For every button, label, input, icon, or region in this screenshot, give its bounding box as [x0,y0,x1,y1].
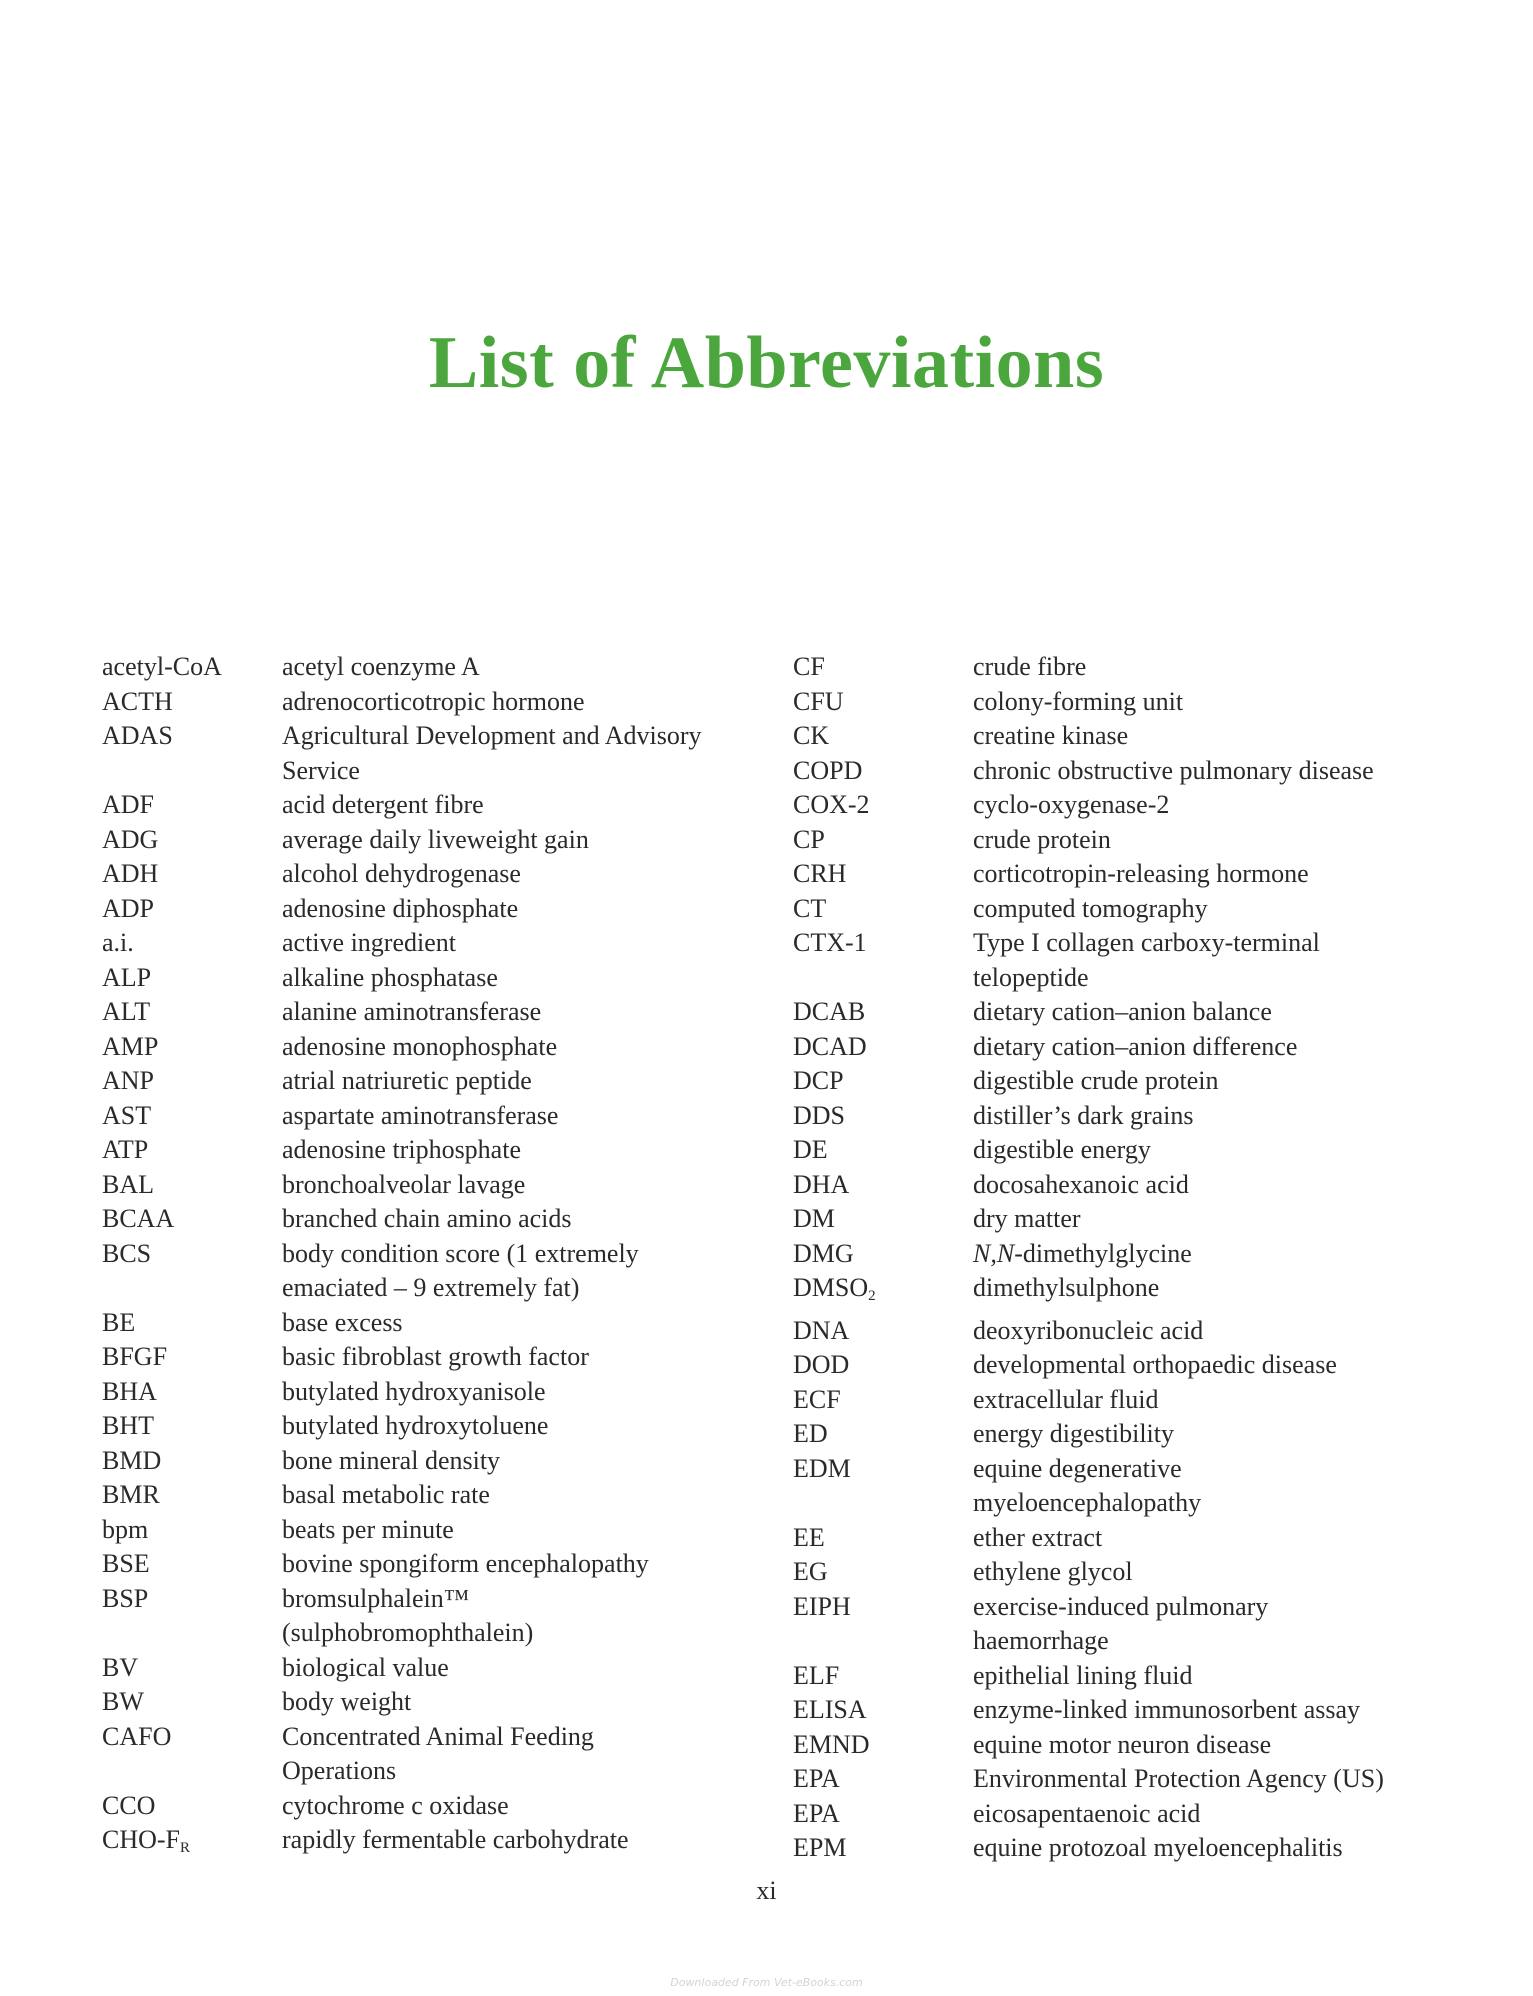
abbreviation-term: ALT [102,997,151,1026]
abbreviation-definition: deoxyribonucleic acid [973,1315,1204,1345]
abbreviation-definition: butylated hydroxytoluene [282,1411,549,1440]
abbreviation-entry [102,961,742,996]
abbreviation-definition: extracellular fluid [973,1384,1159,1414]
abbreviation-term: ANP [102,1066,155,1095]
abbreviation-entry [793,1555,1433,1590]
abbreviation-entry [102,1789,742,1824]
abbreviation-term: DCAD [793,1031,867,1061]
abbreviation-term: BCAA [102,1204,175,1233]
abbreviation-entry [793,1762,1433,1797]
abbreviation-definition: alcohol dehydrogenase [282,859,521,888]
abbreviation-entry [793,1383,1433,1418]
abbreviation-definition: basal metabolic rate [282,1480,490,1509]
abbreviation-definition: exercise-induced pulmonary haemorrhage [973,1591,1269,1655]
abbreviation-term: DCAB [793,997,866,1026]
abbreviation-entry [102,1651,742,1686]
abbreviation-definition: bovine spongiform encephalopathy [282,1549,649,1578]
abbreviation-definition: developmental orthopaedic disease [973,1350,1337,1379]
abbreviation-term: ACTH [102,686,173,716]
abbreviation-term: AST [102,1100,152,1130]
abbreviation-entry [793,823,1433,858]
abbreviation-term: BFGF [102,1342,168,1371]
abbreviation-definition: bone mineral density [282,1445,501,1475]
abbreviation-entry [102,1168,742,1203]
abbreviation-term: EDM [793,1453,851,1483]
abbreviation-entry [102,1237,742,1306]
abbreviation-term: CF [793,652,825,681]
abbreviation-definition: ether extract [973,1522,1103,1552]
abbreviation-entry [793,1417,1433,1452]
abbreviation-entry [793,1693,1433,1728]
abbreviation-entry [102,1513,742,1548]
abbreviation-definition: equine degenerative myeloencephalopathy [973,1453,1202,1517]
abbreviation-entry [102,1547,742,1582]
abbreviation-term: EPM [793,1833,847,1862]
abbreviation-definition: digestible crude protein [973,1066,1219,1095]
abbreviation-definition: adenosine diphosphate [282,893,519,923]
abbreviation-term: DHA [793,1169,850,1199]
abbreviation-definition: equine protozoal myeloencephalitis [973,1833,1343,1862]
abbreviation-definition: dimethylsulphone [973,1273,1160,1302]
abbreviation-term: DMG [793,1238,854,1268]
abbreviation-definition: body condition score (1 extremely emaciated – 9 extremely fat) [282,1238,639,1302]
abbreviation-entry [102,1720,742,1789]
abbreviation-term: BHT [102,1411,154,1440]
abbreviation-term: BE [102,1307,136,1337]
abbreviation-term: CFU [793,686,844,716]
abbreviation-definition: Environmental Protection Agency (US) [973,1764,1384,1793]
abbreviation-term: ATP [102,1135,149,1164]
abbreviation-definition: adenosine monophosphate [282,1031,558,1061]
abbreviation-entry [102,1478,742,1513]
abbreviation-entry [793,754,1433,789]
abbreviation-term: CHO-$F_R$ [102,1825,191,1856]
abbreviation-entry [793,1728,1433,1763]
abbreviation-definition: Type I collagen carboxy-terminal telopeptide [973,928,1320,992]
abbreviation-entry [793,995,1433,1030]
abbreviation-definition: computed tomography [973,893,1208,923]
abbreviation-entry [793,650,1433,685]
abbreviation-definition: butylated hydroxyanisole [282,1376,546,1406]
abbreviation-definition: adrenocorticotropic hormone [282,686,585,716]
abbreviation-entry [793,1168,1433,1203]
abbreviation-entry [793,1348,1433,1383]
abbreviation-entry [102,1306,742,1341]
abbreviation-entry [793,1237,1433,1272]
abbreviation-definition: acetyl coenzyme A [282,652,480,681]
abbreviation-term: EPA [793,1764,840,1793]
abbreviation-term: ELF [793,1660,840,1690]
abbreviation-entry [793,1099,1433,1134]
abbreviation-term: ELISA [793,1695,867,1724]
abbreviation-definition: eicosapentaenoic acid [973,1798,1201,1828]
abbreviation-term: ECF [793,1384,841,1414]
abbreviation-term: CTX-1 [793,928,867,957]
abbreviation-entry [102,788,742,823]
abbreviation-term: CCO [102,1790,156,1820]
abbreviation-definition: beats per minute [282,1514,454,1544]
abbreviation-term: BSE [102,1549,150,1578]
abbreviation-term: EG [793,1557,828,1586]
abbreviation-term: DOD [793,1350,850,1379]
abbreviation-definition: basic fibroblast growth factor [282,1342,589,1371]
abbreviation-entry [102,926,742,961]
abbreviation-entry [793,1202,1433,1237]
abbreviation-term: ADG [102,824,159,854]
abbreviation-definition: epithelial lining fluid [973,1660,1193,1690]
abbreviation-definition: Concentrated Animal Feeding Operations [282,1721,594,1785]
abbreviation-term: BMR [102,1480,160,1509]
abbreviation-definition: alkaline phosphatase [282,962,498,992]
abbreviation-term: DE [793,1135,828,1164]
abbreviation-entry [102,650,742,685]
abbreviation-definition: enzyme-linked immunosorbent assay [973,1695,1361,1724]
abbreviation-definition: dietary cation–anion balance [973,997,1272,1026]
abbreviation-definition: dry matter [973,1204,1081,1233]
abbreviation-definition: body weight [282,1687,412,1716]
abbreviation-entry [793,1064,1433,1099]
abbreviation-term: $DMSO_2$ [793,1273,876,1304]
abbreviation-term: a.i. [102,928,134,957]
abbreviation-entry [793,926,1433,995]
page-number: xi [756,1876,777,1905]
abbreviation-entry [102,1099,742,1134]
abbreviation-term: ADF [102,790,155,819]
page-title: List of Abbreviations [428,322,1105,404]
abbreviation-term: EPA [793,1798,840,1828]
abbreviation-definition: ethylene glycol [973,1557,1133,1586]
abbreviation-term: ADAS [102,721,173,750]
abbreviation-definition: bromsulphalein™ (sulphobromophthalein) [282,1583,534,1647]
abbreviation-definition: aspartate aminotransferase [282,1100,559,1130]
abbreviation-term: DM [793,1204,835,1233]
abbreviation-entry [793,1659,1433,1694]
abbreviation-term: BCS [102,1238,152,1268]
abbreviation-definition: cyclo-oxygenase-2 [973,790,1170,819]
abbreviation-entry [793,1030,1433,1065]
abbreviation-definition: adenosine triphosphate [282,1135,521,1164]
abbreviation-definition: Agricultural Development and Advisory Service [282,721,702,785]
abbreviation-entry [793,892,1433,927]
abbreviation-term: EIPH [793,1591,851,1621]
abbreviation-subscript: 2 [868,1288,876,1304]
abbreviation-term: CP [793,824,825,854]
abbreviation-term: EE [793,1522,825,1552]
abbreviation-definition: cytochrome c oxidase [282,1790,509,1820]
abbreviation-definition: rapidly fermentable carbohydrate [282,1825,629,1854]
abbreviation-definition: colony-forming unit [973,686,1184,716]
abbreviation-entry [102,1444,742,1479]
abbreviation-term: DDS [793,1100,846,1130]
abbreviation-term: COPD [793,755,863,785]
abbreviation-entry [793,1271,1433,1314]
abbreviation-entry [102,685,742,720]
abbreviation-entry [102,719,742,788]
abbreviation-definition: base excess [282,1307,403,1337]
abbreviation-term: BAL [102,1169,154,1199]
abbreviation-list-left [102,650,742,1866]
abbreviation-entry [793,1314,1433,1349]
abbreviation-term: CRH [793,859,847,888]
abbreviation-definition: equine motor neuron disease [973,1729,1272,1759]
abbreviation-term: CT [793,893,827,923]
abbreviation-term: ADH [102,859,159,888]
abbreviation-entry [793,1797,1433,1832]
abbreviation-term: ALP [102,962,152,992]
abbreviation-entry [102,892,742,927]
abbreviation-entry [793,1590,1433,1659]
abbreviation-entry [793,857,1433,892]
abbreviation-definition: N,N-dimethylglycine [973,1238,1192,1268]
abbreviation-definition: dietary cation–anion difference [973,1031,1298,1061]
abbreviation-definition: active ingredient [282,928,456,957]
abbreviation-term: CK [793,721,830,750]
abbreviation-definition: digestible energy [973,1135,1151,1164]
abbreviation-definition: alanine aminotransferase [282,997,542,1026]
abbreviation-entry [102,1340,742,1375]
abbreviation-entry [793,788,1433,823]
abbreviation-term: BMD [102,1445,162,1475]
abbreviation-term: CAFO [102,1721,172,1751]
abbreviation-definition: biological value [282,1652,449,1682]
abbreviation-subscript: R [180,1840,191,1856]
abbreviation-entry [102,1133,742,1168]
abbreviation-entry [793,685,1433,720]
abbreviation-definition: average daily liveweight gain [282,824,589,854]
abbreviation-term: ED [793,1419,828,1448]
abbreviation-definition: corticotropin-releasing hormone [973,859,1309,888]
abbreviation-term: BHA [102,1376,157,1406]
abbreviation-definition: acid detergent fibre [282,790,484,819]
abbreviation-definition: crude fibre [973,652,1087,681]
abbreviation-term: AMP [102,1031,159,1061]
watermark: Downloaded From Vet-eBooks.com [670,1976,863,1989]
abbreviation-entry [793,1831,1433,1866]
abbreviation-entry [102,1685,742,1720]
abbreviation-term: EMND [793,1729,870,1759]
abbreviation-term: BW [102,1687,144,1716]
abbreviation-term: acetyl-CoA [102,652,222,681]
abbreviation-term: BSP [102,1583,149,1613]
abbreviation-entry [102,1064,742,1099]
abbreviation-term: bpm [102,1514,149,1544]
abbreviation-entry [102,823,742,858]
abbreviation-definition: distiller’s dark grains [973,1100,1194,1130]
abbreviation-entry [102,995,742,1030]
abbreviation-entry [793,1133,1433,1168]
abbreviation-definition: docosahexanoic acid [973,1169,1189,1199]
abbreviation-entry [102,1375,742,1410]
abbreviation-term: COX-2 [793,790,870,819]
abbreviation-entry [793,719,1433,754]
abbreviation-term: DCP [793,1066,844,1095]
abbreviation-entry [102,1582,742,1651]
abbreviation-list-right [793,650,1433,1866]
abbreviation-entry [102,1202,742,1237]
abbreviation-entry [102,1409,742,1444]
abbreviation-term: ADP [102,893,155,923]
abbreviation-term: BV [102,1652,139,1682]
abbreviation-definition: atrial natriuretic peptide [282,1066,532,1095]
abbreviation-entry [102,1823,742,1866]
abbreviation-entry [102,857,742,892]
abbreviation-definition: bronchoalveolar lavage [282,1169,526,1199]
abbreviation-entry [793,1521,1433,1556]
abbreviation-definition: creatine kinase [973,721,1129,750]
abbreviation-definition: branched chain amino acids [282,1204,572,1233]
abbreviation-entry [102,1030,742,1065]
abbreviation-definition: energy digestibility [973,1419,1174,1448]
abbreviation-term: DNA [793,1315,850,1345]
abbreviation-entry [793,1452,1433,1521]
abbreviation-definition: chronic obstructive pulmonary disease [973,755,1374,785]
abbreviation-definition: crude protein [973,824,1111,854]
